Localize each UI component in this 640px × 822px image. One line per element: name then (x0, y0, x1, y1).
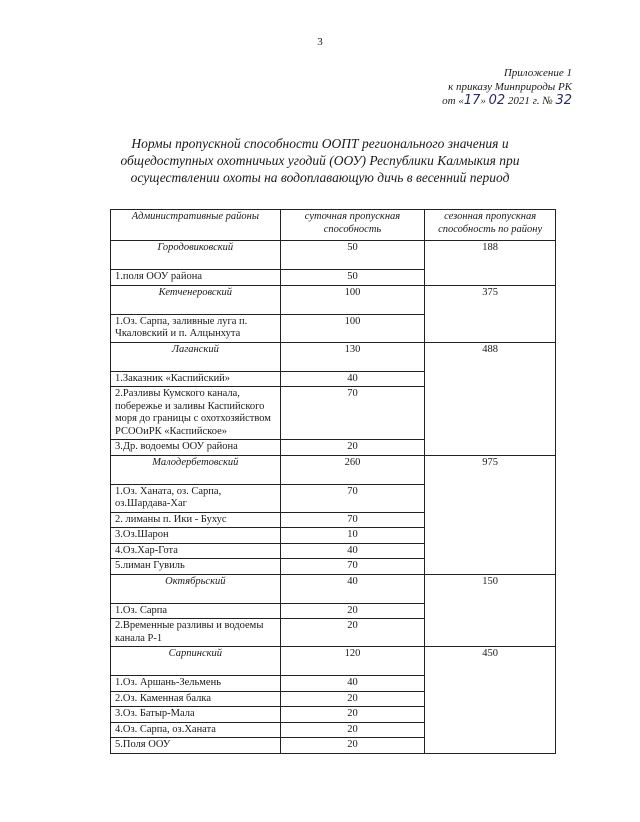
date-prefix: от « (442, 95, 464, 107)
header-daily: суточная пропускная способность (280, 210, 425, 241)
site-daily: 70 (280, 387, 425, 440)
site-daily: 100 (280, 314, 425, 342)
date-year: 2021 г. № (505, 95, 556, 107)
site-daily: 20 (280, 738, 425, 754)
site-daily: 20 (280, 691, 425, 707)
site-daily: 70 (280, 559, 425, 575)
district-name: Сарпинский (111, 647, 281, 676)
site-daily: 40 (280, 543, 425, 559)
site-daily: 20 (280, 707, 425, 723)
site-daily: 70 (280, 512, 425, 528)
site-name: 2.Разливы Кумского канала, побережье и заливы Каспийского моря до границы с охотхозяйством РСООиРК «Каспийское» (111, 387, 281, 440)
district-name: Кетченеровский (111, 285, 281, 314)
district-name: Октябрьский (111, 574, 281, 603)
district-daily: 50 (280, 241, 425, 270)
district-daily: 100 (280, 285, 425, 314)
site-name: 1.Оз. Ханата, оз. Сарпа, оз.Шардава-Хаг (111, 484, 281, 512)
site-daily: 70 (280, 484, 425, 512)
appendix-date-line (442, 94, 572, 108)
site-name: 5.Поля ООУ (111, 738, 281, 754)
district-row (111, 285, 556, 314)
district-daily: 260 (280, 455, 425, 484)
handwritten-month: 02 (488, 93, 506, 108)
document-title: Нормы пропускной способности ООПТ регионального значения и общедоступных охотничьих угодий (ООУ) Республики Калмыкия при осуществлении охоты на водоплавающую дичь в весенний период (120, 136, 520, 185)
district-name: Малодербетовский (111, 455, 281, 484)
date-mid: » (480, 95, 489, 107)
site-name: 1.Оз. Аршань-Зельмень (111, 676, 281, 692)
district-name: Лаганский (111, 342, 281, 371)
site-name: 1.Оз. Сарпа, заливные луга п. Чкаловский и п. Алцынхута (111, 314, 281, 342)
page-number: 3 (317, 36, 323, 48)
district-daily: 40 (280, 574, 425, 603)
district-seasonal: 450 (425, 647, 556, 754)
header-districts: Административные районы (111, 210, 281, 241)
norms-table (110, 209, 556, 754)
district-seasonal: 975 (425, 455, 556, 574)
handwritten-number: 32 (555, 93, 572, 108)
district-seasonal: 375 (425, 285, 556, 342)
district-seasonal: 188 (425, 241, 556, 286)
district-row (111, 647, 556, 676)
site-name: 4.Оз. Сарпа, оз.Ханата (111, 722, 281, 738)
site-daily: 20 (280, 722, 425, 738)
site-daily: 40 (280, 676, 425, 692)
site-name: 1.Заказник «Каспийский» (111, 371, 281, 387)
appendix-header (442, 66, 572, 108)
site-name: 1.поля ООУ района (111, 270, 281, 286)
site-daily: 20 (280, 603, 425, 619)
site-daily: 40 (280, 371, 425, 387)
site-name: 2.Временные разливы и водоемы канала Р-1 (111, 619, 281, 647)
district-row (111, 342, 556, 371)
district-daily: 120 (280, 647, 425, 676)
district-name: Городовиковский (111, 241, 281, 270)
site-name: 4.Оз.Хар-Гота (111, 543, 281, 559)
district-seasonal: 150 (425, 574, 556, 647)
site-daily: 50 (280, 270, 425, 286)
district-row (111, 241, 556, 270)
site-name: 3.Оз. Батыр-Мала (111, 707, 281, 723)
header-seasonal: сезонная пропускная способность по району (425, 210, 556, 241)
table-header-row (111, 210, 556, 241)
site-daily: 10 (280, 528, 425, 544)
site-daily: 20 (280, 619, 425, 647)
handwritten-day: 17 (463, 93, 481, 108)
site-daily: 20 (280, 440, 425, 456)
table-body (111, 241, 556, 754)
district-daily: 130 (280, 342, 425, 371)
appendix-order-ref: к приказу Минприроды РК (448, 81, 572, 93)
site-name: 1.Оз. Сарпа (111, 603, 281, 619)
site-name: 2.Оз. Каменная балка (111, 691, 281, 707)
site-name: 3.Оз.Шарон (111, 528, 281, 544)
site-name: 2. лиманы п. Ики - Бухус (111, 512, 281, 528)
site-name: 5.лиман Гувиль (111, 559, 281, 575)
district-row (111, 455, 556, 484)
appendix-title: Приложение 1 (503, 67, 572, 79)
district-seasonal: 488 (425, 342, 556, 455)
site-name: 3.Др. водоемы ООУ района (111, 440, 281, 456)
district-row (111, 574, 556, 603)
